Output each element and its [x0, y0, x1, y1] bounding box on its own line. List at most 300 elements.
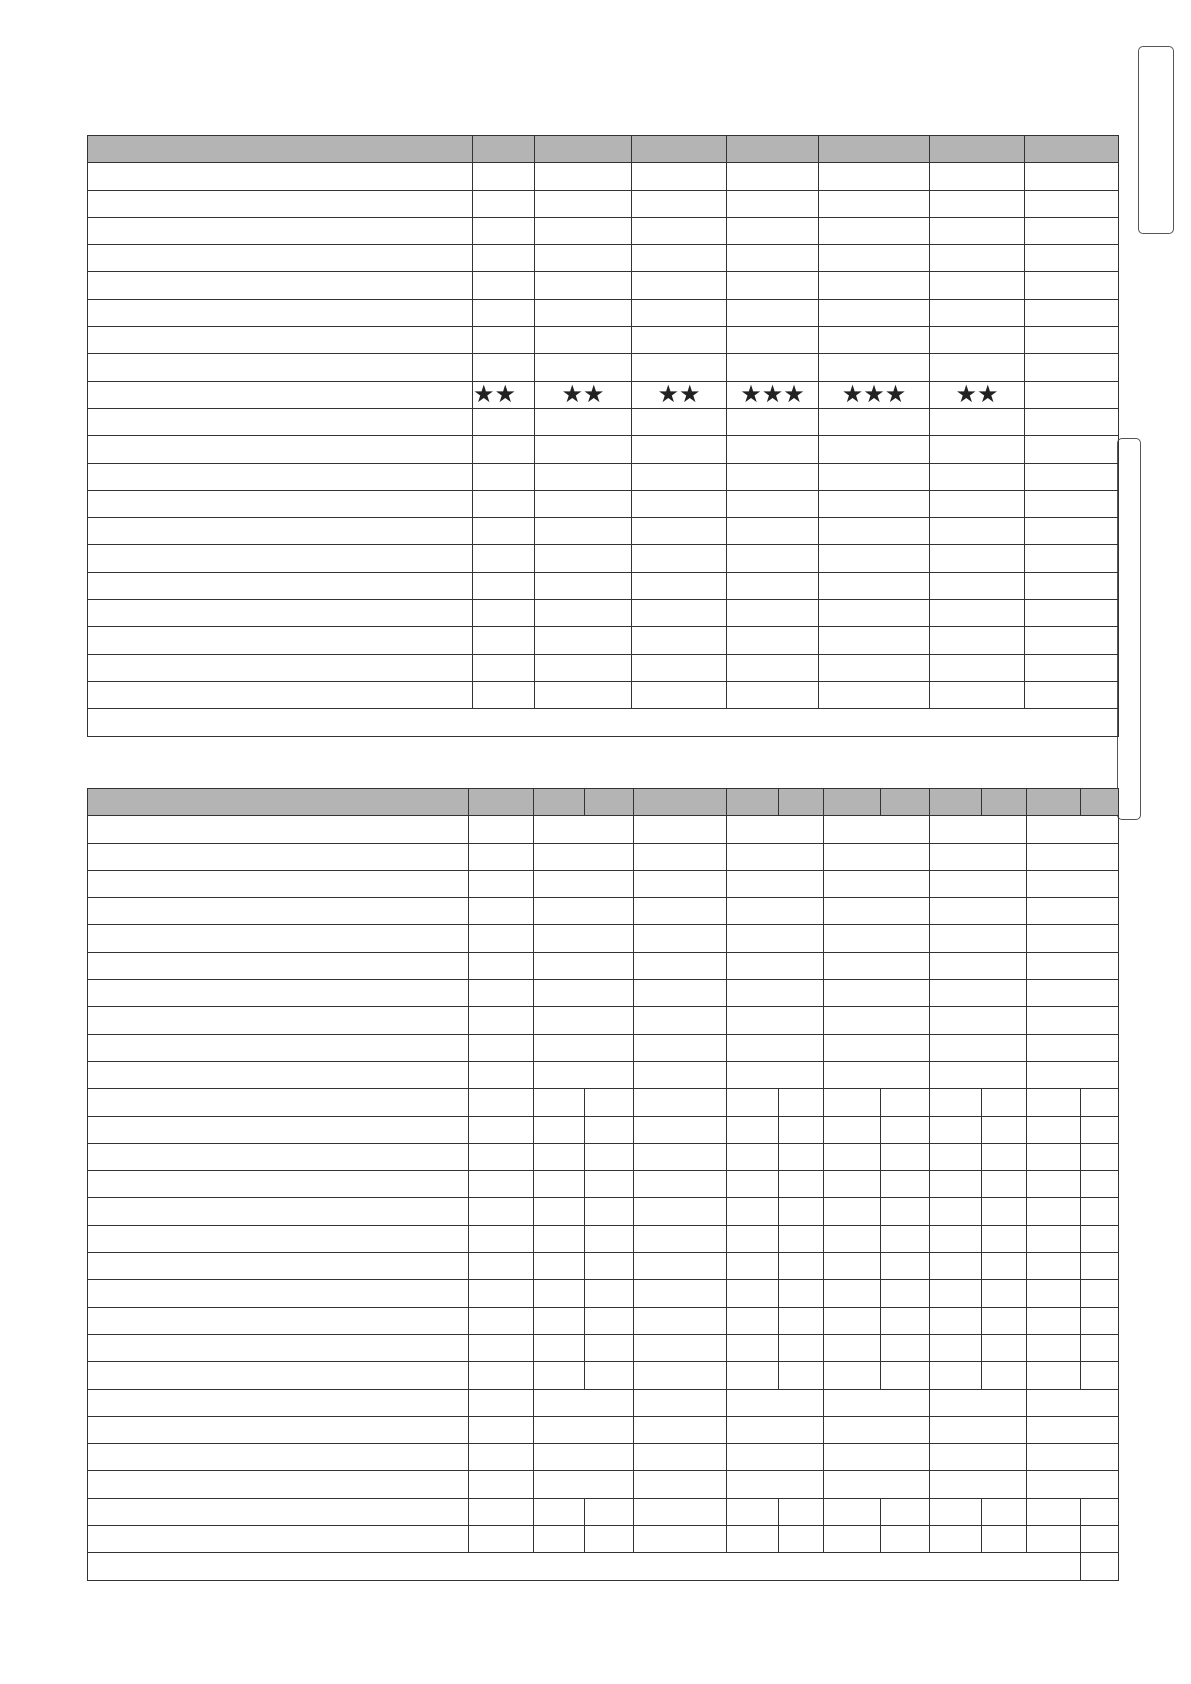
table2-cell	[634, 1007, 727, 1034]
table1-row	[88, 327, 1119, 354]
table1-row	[88, 490, 1119, 517]
table2-cell	[727, 1307, 779, 1334]
star-icon: ★	[657, 381, 679, 409]
table2-cell	[727, 1334, 779, 1361]
table2-cell	[727, 1471, 824, 1498]
table2-cell	[469, 1416, 534, 1443]
table1-row	[88, 518, 1119, 545]
table2-cell	[824, 1334, 881, 1361]
table1-cell	[473, 299, 535, 326]
table1-row	[88, 245, 1119, 272]
table2-cell	[727, 1198, 779, 1225]
table2-cell	[88, 1089, 469, 1116]
table1-cell	[819, 490, 930, 517]
table2-cell	[469, 1280, 534, 1307]
star-icon: ★	[955, 381, 977, 409]
table1-cell	[930, 572, 1025, 599]
table1-cell	[473, 436, 535, 463]
table2-cell	[982, 1225, 1027, 1252]
table2-cell	[779, 1143, 824, 1170]
table2-cell	[824, 1171, 881, 1198]
table2-cell	[727, 1498, 779, 1525]
table2-row	[88, 898, 1119, 925]
table2-cell	[881, 1307, 930, 1334]
table2-cell	[634, 1034, 727, 1061]
table1-cell	[535, 354, 632, 381]
table2-cell	[1081, 1171, 1119, 1198]
table1-cell	[1025, 190, 1119, 217]
table2-cell	[779, 1089, 824, 1116]
table1-cell	[473, 545, 535, 572]
table2-cell	[779, 1280, 824, 1307]
table1-cell	[727, 600, 819, 627]
table1-footer-cell	[88, 709, 1119, 736]
table1-cell	[473, 163, 535, 190]
table2-cell	[881, 1225, 930, 1252]
table1-cell	[1025, 327, 1119, 354]
table1-cell	[1025, 681, 1119, 708]
table2-cell	[534, 1116, 585, 1143]
table1-cell	[930, 272, 1025, 299]
table1-row	[88, 299, 1119, 326]
table2-cell	[982, 1362, 1027, 1389]
table1-cell	[535, 217, 632, 244]
table2-cell	[469, 1389, 534, 1416]
table2-row	[88, 1471, 1119, 1498]
table1-cell	[473, 190, 535, 217]
table2-cell	[982, 1198, 1027, 1225]
table2-cell	[727, 980, 824, 1007]
table2-cell	[634, 870, 727, 897]
table2-cell	[534, 1225, 585, 1252]
table2-cell	[1027, 925, 1119, 952]
table2-row	[88, 952, 1119, 979]
table2-cell	[930, 1061, 1027, 1088]
page-tab-top	[1138, 46, 1174, 234]
table1-cell	[819, 654, 930, 681]
table2-cell	[634, 1280, 727, 1307]
table1-cell	[727, 545, 819, 572]
table2-row	[88, 1416, 1119, 1443]
table1-header-cell	[473, 136, 535, 163]
table2-cell	[88, 1362, 469, 1389]
table1-row	[88, 408, 1119, 435]
table2-cell	[727, 1416, 824, 1443]
table2-cell	[1027, 1307, 1081, 1334]
table2-cell	[727, 1362, 779, 1389]
table2-cell	[88, 1116, 469, 1143]
table1-row	[88, 627, 1119, 654]
table2-cell	[534, 1444, 634, 1471]
table2-cell	[469, 952, 534, 979]
table2-row	[88, 1198, 1119, 1225]
table1-cell	[727, 408, 819, 435]
table1-cell	[819, 600, 930, 627]
table2-cell	[634, 1307, 727, 1334]
table1-cell	[1025, 518, 1119, 545]
table1-cell	[88, 490, 473, 517]
table2-cell	[779, 1498, 824, 1525]
table1-cell	[930, 245, 1025, 272]
table2-cell	[930, 1498, 982, 1525]
table2-cell	[930, 1225, 982, 1252]
table2-cell	[534, 1362, 585, 1389]
table1-cell	[632, 327, 727, 354]
table2-cell	[1027, 1498, 1081, 1525]
table2-header-cell	[534, 789, 585, 816]
table2-cell	[469, 1444, 534, 1471]
table1-header-cell	[930, 136, 1025, 163]
table2-cell	[88, 1034, 469, 1061]
table1-cell	[727, 654, 819, 681]
table2-cell	[930, 1198, 982, 1225]
table2-row	[88, 1498, 1119, 1525]
table2-cell	[534, 925, 634, 952]
table1-cell	[819, 299, 930, 326]
table2-cell	[727, 1444, 824, 1471]
star-icon: ★	[841, 381, 864, 409]
star-icon: ★	[583, 381, 605, 409]
table2-cell	[881, 1171, 930, 1198]
table2-cell	[930, 1334, 982, 1361]
table2-cell	[585, 1526, 634, 1553]
table2-cell	[930, 980, 1027, 1007]
table2-cell	[1081, 1198, 1119, 1225]
table2-row	[88, 1253, 1119, 1280]
table1-cell	[930, 299, 1025, 326]
rating-cell	[535, 381, 632, 408]
table1-row	[88, 463, 1119, 490]
table2-cell	[982, 1334, 1027, 1361]
table2-header-cell	[1027, 789, 1081, 816]
table2-cell	[930, 1171, 982, 1198]
table1-cell	[88, 600, 473, 627]
table2-cell	[930, 1389, 1027, 1416]
table1-cell	[1025, 463, 1119, 490]
table2-cell	[930, 925, 1027, 952]
table2-cell	[982, 1526, 1027, 1553]
table2-cell	[88, 1416, 469, 1443]
table1-cell	[819, 436, 930, 463]
table2-cell	[634, 980, 727, 1007]
table1-cell	[632, 163, 727, 190]
table1-cell	[819, 327, 930, 354]
table2-cell	[534, 898, 634, 925]
table1-cell	[473, 600, 535, 627]
table2-cell	[1027, 1171, 1081, 1198]
table1-header-cell	[88, 136, 473, 163]
table2-cell	[585, 1198, 634, 1225]
table1-row	[88, 354, 1119, 381]
table2-cell	[1027, 816, 1119, 843]
table1-cell	[1025, 572, 1119, 599]
table2-cell	[88, 1498, 469, 1525]
table2-row	[88, 980, 1119, 1007]
table1-header-cell	[819, 136, 930, 163]
table1-cell	[632, 600, 727, 627]
table2-cell	[534, 816, 634, 843]
table2-cell	[634, 1498, 727, 1525]
table2-cell	[727, 1116, 779, 1143]
table2-footer-cell	[88, 1553, 1081, 1580]
table1-cell	[473, 327, 535, 354]
table2-cell	[982, 1280, 1027, 1307]
table1-cell	[819, 408, 930, 435]
table2-cell	[982, 1116, 1027, 1143]
table2-cell	[930, 1471, 1027, 1498]
table2-header-cell	[982, 789, 1027, 816]
table1-cell	[1025, 627, 1119, 654]
spec-table-1	[87, 135, 1119, 737]
table2-cell	[930, 898, 1027, 925]
table2-cell	[1081, 1307, 1119, 1334]
table1-cell	[632, 272, 727, 299]
table2-cell	[1027, 870, 1119, 897]
table1-cell	[632, 245, 727, 272]
table2-header-cell	[930, 789, 982, 816]
table2-cell	[881, 1526, 930, 1553]
table2-footer-row	[88, 1553, 1119, 1580]
table2-cell	[982, 1171, 1027, 1198]
table2-cell	[88, 1171, 469, 1198]
table2-row	[88, 1143, 1119, 1170]
table1-cell	[727, 354, 819, 381]
star-icon: ★	[863, 381, 885, 409]
table1-cell	[535, 600, 632, 627]
table2-cell	[727, 1526, 779, 1553]
table1-cell	[535, 272, 632, 299]
table2-cell	[881, 1089, 930, 1116]
table1-cell	[819, 572, 930, 599]
table1-cell	[632, 490, 727, 517]
table1-cell	[535, 463, 632, 490]
table1-cell	[632, 463, 727, 490]
table1-cell	[632, 436, 727, 463]
table1-cell	[88, 681, 473, 708]
table2-cell	[1027, 1007, 1119, 1034]
table2-cell	[534, 1471, 634, 1498]
table1-cell	[727, 299, 819, 326]
table2-cell	[824, 1198, 881, 1225]
table2-cell	[469, 1307, 534, 1334]
table2-cell	[824, 1416, 930, 1443]
table2-cell	[824, 870, 930, 897]
table2-cell	[469, 980, 534, 1007]
table1-cell	[632, 681, 727, 708]
table1-cell	[473, 627, 535, 654]
table1-cell	[535, 545, 632, 572]
table1-cell	[88, 245, 473, 272]
rating-cell	[632, 381, 727, 408]
table2-cell	[982, 1089, 1027, 1116]
table2-cell	[534, 1280, 585, 1307]
table2-header-cell	[779, 789, 824, 816]
table2-header-cell	[881, 789, 930, 816]
table2-row	[88, 1061, 1119, 1088]
table2-cell	[88, 1007, 469, 1034]
table2-cell	[585, 1307, 634, 1334]
table1-cell	[819, 545, 930, 572]
table2-cell	[585, 1253, 634, 1280]
table2-cell	[1027, 1280, 1081, 1307]
table1-row	[88, 600, 1119, 627]
table2-cell	[824, 1526, 881, 1553]
table2-cell	[824, 898, 930, 925]
table1-cell	[727, 490, 819, 517]
table1-cell	[88, 190, 473, 217]
table2-cell	[634, 1253, 727, 1280]
table2-row	[88, 1444, 1119, 1471]
star-icon: ★	[494, 381, 517, 409]
table1-row	[88, 272, 1119, 299]
table2-cell	[930, 1526, 982, 1553]
table1-cell	[535, 654, 632, 681]
table2-cell	[727, 1389, 824, 1416]
table2-cell	[634, 1389, 727, 1416]
table2-cell	[534, 1498, 585, 1525]
table1-cell	[1025, 654, 1119, 681]
table2-cell	[469, 1198, 534, 1225]
rating-cell	[819, 381, 930, 408]
table2-cell	[881, 1498, 930, 1525]
table2-cell	[881, 1116, 930, 1143]
table1-cell	[632, 217, 727, 244]
table2-cell	[88, 1225, 469, 1252]
table2-cell	[88, 1389, 469, 1416]
table2-cell	[88, 1280, 469, 1307]
table1-cell	[632, 299, 727, 326]
table2-cell	[779, 1225, 824, 1252]
table2-cell	[1027, 898, 1119, 925]
table2-cell	[469, 1362, 534, 1389]
table2-cell	[1027, 1225, 1081, 1252]
star-icon: ★	[740, 381, 762, 409]
table2-cell	[634, 898, 727, 925]
table2-cell	[1027, 1471, 1119, 1498]
table1-cell	[1025, 272, 1119, 299]
table2-cell	[1027, 1389, 1119, 1416]
table2-cell	[930, 1280, 982, 1307]
table1-cell	[930, 490, 1025, 517]
table2-cell	[88, 816, 469, 843]
table1-cell	[88, 654, 473, 681]
table1-cell	[473, 354, 535, 381]
table2-cell	[469, 1034, 534, 1061]
star-icon: ★	[783, 381, 805, 409]
table1-cell	[727, 245, 819, 272]
table2-cell	[88, 1307, 469, 1334]
table2-cell	[634, 1334, 727, 1361]
table1-cell	[930, 518, 1025, 545]
table1-header-row	[88, 136, 1119, 163]
table2-cell	[88, 870, 469, 897]
table2-cell	[634, 1225, 727, 1252]
table2-cell	[727, 816, 824, 843]
table2-cell	[779, 1253, 824, 1280]
table2-cell	[534, 1143, 585, 1170]
table2-cell	[727, 843, 824, 870]
table2-cell	[469, 870, 534, 897]
table2-cell	[469, 1089, 534, 1116]
rating-cell	[727, 381, 819, 408]
table2-cell	[881, 1280, 930, 1307]
table2-cell	[779, 1171, 824, 1198]
table2-cell	[88, 1334, 469, 1361]
table1-header-cell	[632, 136, 727, 163]
table2-cell	[824, 1007, 930, 1034]
table2-cell	[634, 843, 727, 870]
table2-cell	[930, 1143, 982, 1170]
table1-cell	[88, 163, 473, 190]
table2-cell	[930, 1253, 982, 1280]
table1-cell	[1025, 217, 1119, 244]
table2-cell	[930, 952, 1027, 979]
table1-cell	[88, 518, 473, 545]
table1-cell	[535, 490, 632, 517]
table1-cell	[727, 627, 819, 654]
table2-cell	[634, 1089, 727, 1116]
table1-cell	[88, 627, 473, 654]
table1-row	[88, 436, 1119, 463]
table1-cell	[473, 518, 535, 545]
table2-cell	[982, 1498, 1027, 1525]
table2-cell	[469, 1007, 534, 1034]
table2-cell	[88, 1143, 469, 1170]
table2-row	[88, 1007, 1119, 1034]
table1-cell	[632, 408, 727, 435]
table2-row	[88, 1362, 1119, 1389]
table2-cell	[727, 1280, 779, 1307]
table2-row	[88, 843, 1119, 870]
table1-cell	[473, 490, 535, 517]
table2-cell	[1027, 1198, 1081, 1225]
table2-cell	[779, 1362, 824, 1389]
table1-cell	[632, 572, 727, 599]
table1-cell	[473, 681, 535, 708]
table1-cell	[930, 190, 1025, 217]
table1-cell	[535, 681, 632, 708]
table1-header-cell	[535, 136, 632, 163]
table1-cell	[88, 545, 473, 572]
table1-cell	[930, 217, 1025, 244]
table1-cell	[930, 654, 1025, 681]
table2-cell	[585, 1334, 634, 1361]
table1-cell	[88, 299, 473, 326]
table1-cell	[1025, 245, 1119, 272]
table2-cell	[88, 925, 469, 952]
table2-cell	[88, 1198, 469, 1225]
table2-cell	[534, 1307, 585, 1334]
table2-cell	[930, 1307, 982, 1334]
table2-cell	[727, 925, 824, 952]
table2-row	[88, 1307, 1119, 1334]
table2-cell	[469, 925, 534, 952]
table2-header-cell	[824, 789, 881, 816]
table1-cell	[727, 681, 819, 708]
table2-cell	[1081, 1253, 1119, 1280]
table1-cell	[930, 327, 1025, 354]
table2-cell	[824, 1389, 930, 1416]
table1-cell	[535, 436, 632, 463]
table2-cell	[881, 1253, 930, 1280]
table2-cell	[634, 1526, 727, 1553]
table2-cell	[1027, 1061, 1119, 1088]
table2-cell	[779, 1526, 824, 1553]
table2-footer-cell	[1081, 1553, 1119, 1580]
table2-cell	[824, 952, 930, 979]
table1-cell	[1025, 490, 1119, 517]
table2-header-cell	[469, 789, 534, 816]
